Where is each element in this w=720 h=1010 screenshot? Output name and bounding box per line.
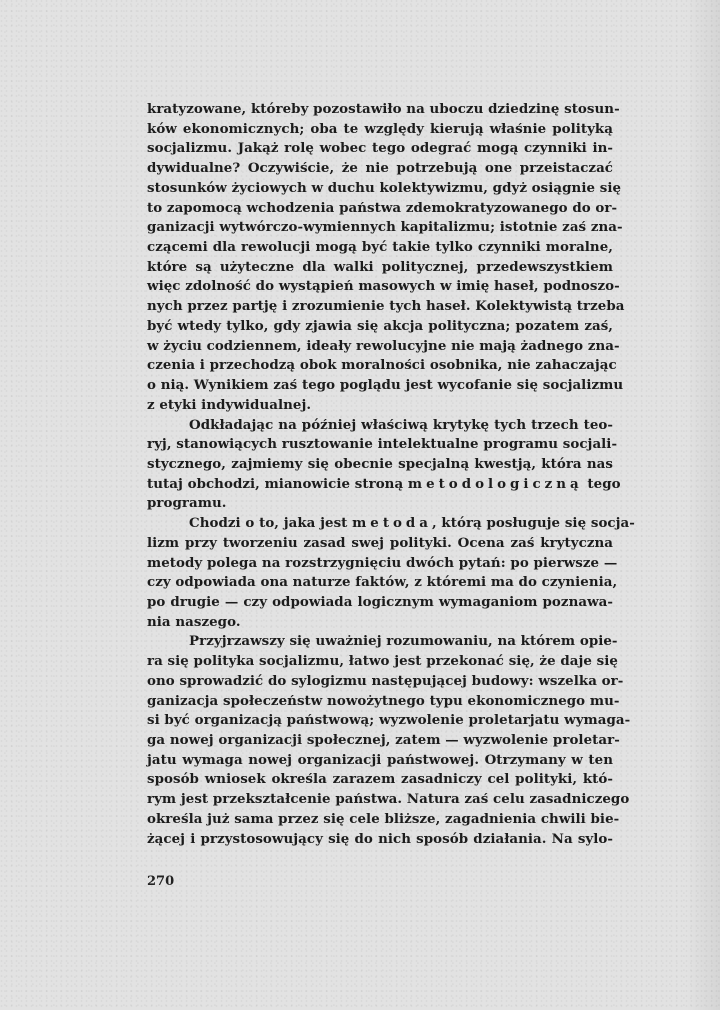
- text-line-tail: tego: [587, 475, 621, 492]
- text-line-content: określa już sama przez się cele bliższe, zagadnienia chwili bie-: [147, 810, 620, 827]
- text-line: [147, 159, 613, 179]
- text-line: [147, 139, 613, 159]
- text-line: [147, 455, 613, 475]
- text-line-content: sposób wniosek określa zarazem zasadniczy cel polityki, któ-: [147, 771, 613, 788]
- text-line: [147, 317, 613, 337]
- text-line: [147, 238, 613, 258]
- text-line: [147, 337, 620, 357]
- text-line: [147, 297, 625, 317]
- text-line-content: lizm przy tworzeniu zasad swej polityki. Ocena zaś krytyczna: [147, 534, 613, 551]
- text-line: [147, 534, 613, 554]
- text-line-content: tutaj obchodzi, mianowicie stroną: [147, 475, 404, 492]
- text-line: [147, 770, 613, 790]
- text-line-content: ków ekonomicznych; oba te względy kierują właśnie polityką: [147, 120, 613, 137]
- text-line-content: si być organizacją państwową; wyzwolenie proletarjatu wymaga-: [147, 712, 631, 729]
- text-line-content: czenia i przechodzą obok moralności osobnika, nie zahaczając: [147, 357, 617, 374]
- text-line: [147, 179, 622, 199]
- text-line-content: Odkładając na później właściwą krytykę tych trzech teo-: [189, 416, 613, 433]
- text-line: [147, 218, 623, 238]
- text-line-content: to zapomocą wchodzenia państwa zdemokratyzowanego do or-: [147, 199, 618, 216]
- text-line-content: czy odpowiada ona naturze faktów, z któremi ma do czynienia,: [147, 574, 618, 591]
- text-line-content: dywidualne? Oczywiście, że nie potrzebują one przeistaczać: [147, 160, 613, 177]
- text-line-content: czącemi dla rewolucji mogą być takie tylko czynniki moralne,: [147, 239, 613, 256]
- text-line: [147, 376, 624, 396]
- text-line: [147, 475, 621, 495]
- body-text: [147, 100, 635, 849]
- text-line: [147, 258, 613, 278]
- text-line-content: jatu wymaga nowej organizacji państwowej. Otrzymany w ten: [147, 751, 613, 768]
- text-line: [147, 199, 618, 219]
- text-line: [147, 593, 613, 613]
- text-line: [147, 790, 630, 810]
- text-line: [147, 494, 613, 514]
- text-line-content: stosunków życiowych w duchu kolektywizmu, gdyż osiągnie się: [147, 179, 622, 196]
- text-line: [147, 810, 620, 830]
- text-line: [147, 692, 620, 712]
- text-line: [147, 632, 618, 652]
- text-line-content: żącej i przystosowujący się do nich sposób działania. Na sylo-: [147, 830, 613, 847]
- text-line-content: Chodzi o to, jaka jest: [189, 515, 348, 532]
- text-line: [147, 573, 618, 593]
- text-line: [147, 652, 618, 672]
- text-line: [147, 672, 624, 692]
- emphasized-word: metoda: [352, 515, 432, 532]
- text-line: [147, 514, 635, 534]
- text-line-content: które są użyteczne dla walki politycznej, przedewszystkiem: [147, 258, 613, 275]
- text-line-content: nych przez partję i zrozumienie tych haseł. Kolektywistą trzeba: [147, 298, 625, 315]
- text-line: [147, 120, 613, 140]
- text-line-content: metody polega na rozstrzygnięciu dwóch pytań: po pierwsze —: [147, 554, 618, 571]
- text-line-content: po drugie — czy odpowiada logicznym wymaganiom poznawa-: [147, 593, 613, 610]
- text-line-content: ganizacja społeczeństw nowożytnego typu ekonomicznego mu-: [147, 692, 620, 709]
- text-line: [147, 356, 617, 376]
- text-line: [147, 277, 620, 297]
- text-line: [147, 100, 620, 120]
- text-line-content: socjalizmu. Jakąż rolę wobec tego odegrać mogą czynniki in-: [147, 140, 613, 157]
- text-line: [147, 751, 613, 771]
- text-line: [147, 613, 613, 633]
- text-line-content: z etyki indywidualnej.: [147, 396, 312, 413]
- text-line-content: ryj, stanowiących rusztowanie intelektualne programu socjali-: [147, 436, 618, 453]
- text-line: [147, 830, 613, 850]
- text-line-content: o nią. Wynikiem zaś tego poglądu jest wycofanie się socjalizmu: [147, 377, 624, 394]
- text-line-tail: , którą posługuje się socja-: [431, 515, 635, 532]
- text-line-content: ra się polityka socjalizmu, łatwo jest przekonać się, że daje się: [147, 653, 618, 670]
- emphasized-word: metodologiczną: [407, 475, 583, 492]
- text-line-content: być wtedy tylko, gdy zjawia się akcja polityczna; pozatem zaś,: [147, 317, 613, 334]
- text-line-content: ga nowej organizacji społecznej, zatem — wyzwolenie proletar-: [147, 732, 620, 748]
- page-number: 270: [147, 874, 175, 889]
- text-line: [147, 731, 620, 751]
- text-line: [147, 711, 631, 731]
- text-line: [147, 416, 613, 436]
- text-line-content: stycznego, zajmiemy się obecnie specjalną kwestją, która nas: [147, 455, 613, 472]
- text-line-content: więc zdolność do wystąpień masowych w imię haseł, podnoszo-: [147, 278, 620, 295]
- text-line-content: kratyzowane, któreby pozostawiło na uboczu dziedzinę stosun-: [147, 101, 620, 117]
- page-gutter-shadow: [686, 0, 720, 1010]
- text-line: [147, 396, 613, 416]
- text-line-content: programu.: [147, 495, 227, 512]
- text-line-content: Przyjrzawszy się uważniej rozumowaniu, na którem opie-: [189, 633, 618, 650]
- text-line-content: nia naszego.: [147, 613, 241, 630]
- text-line-content: w życiu codziennem, ideały rewolucyjne nie mają żadnego zna-: [147, 337, 620, 354]
- text-line-content: rym jest przekształcenie państwa. Natura zaś celu zasadniczego: [147, 791, 630, 808]
- text-line: [147, 435, 618, 455]
- text-line: [147, 554, 618, 574]
- text-line-content: ono sprowadzić do sylogizmu następującej budowy: wszelka or-: [147, 672, 624, 689]
- text-line-content: ganizacji wytwórczo-wymiennych kapitalizmu; istotnie zaś zna-: [147, 219, 623, 236]
